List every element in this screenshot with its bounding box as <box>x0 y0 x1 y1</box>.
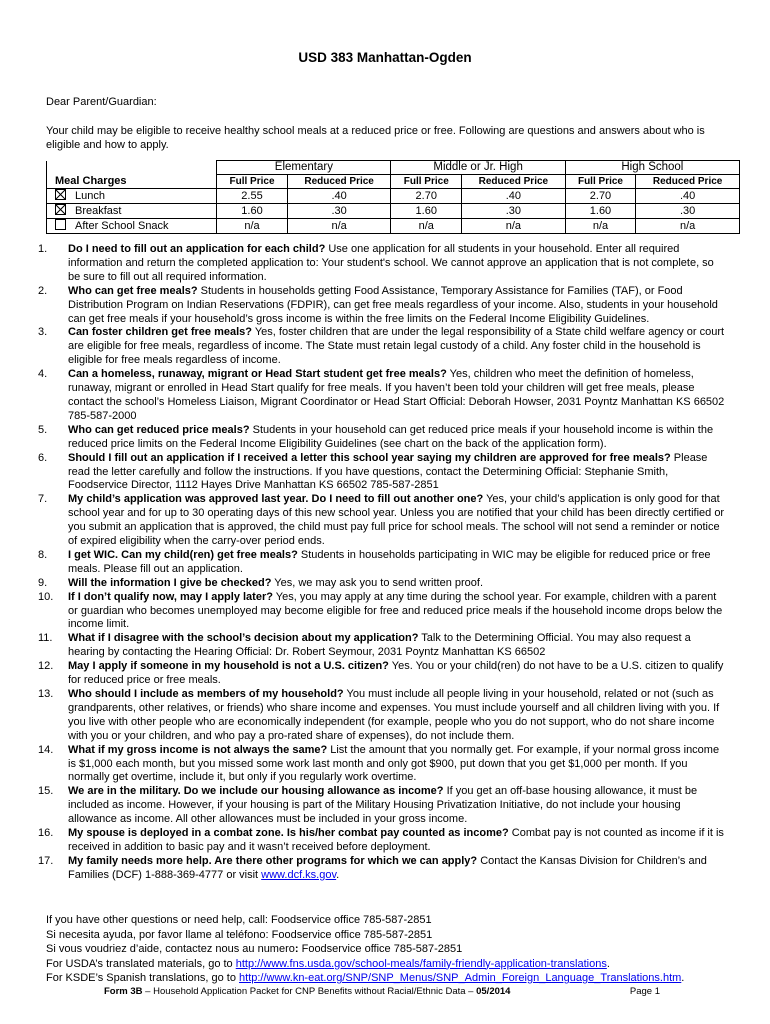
meal-charges-label: Meal Charges <box>47 175 217 189</box>
contact-french-text: Si vous voudriez d’aide, contactez nous au numero <box>46 943 295 955</box>
faq-number: 5. <box>38 423 48 436</box>
col-header: Reduced Price <box>462 175 566 189</box>
table-cell: .40 <box>287 189 391 204</box>
faq-question: We are in the military. Do we include our housing allowance as income? <box>68 785 444 798</box>
faq-number: 13. <box>38 688 54 700</box>
form-footer <box>104 986 660 997</box>
faq-number: 9. <box>38 576 48 589</box>
faq-item <box>38 591 728 633</box>
faq-question: I get WIC. Can my child(ren) get free meals? <box>68 548 298 561</box>
table-cell: n/a <box>636 219 740 234</box>
faq-item <box>38 493 728 549</box>
faq-answer: Talk to the Determining Official. You may also request a hearing by contacting the Hearing Official: Dr. Robert Seymour, 2031 Poyntz Manhattan KS 66502 <box>68 632 691 659</box>
faq-item <box>38 744 728 786</box>
usda-translations-link[interactable]: http://www.fns.usda.gov/school-meals/family-friendly-application-translations <box>235 957 607 970</box>
contact-french-phone: Foodservice office 785-587-2851 <box>298 943 463 955</box>
form-description: – Household Application Packet for CNP Benefits without Racial/Ethnic Data – <box>142 986 477 997</box>
faq-answer: If you get an off-base housing allowance, it must be included as income. However, if your housing is part of the Military Housing Privatization Initiative, do not include your housing allowance as income. All other allowances must be included in your gross income. <box>68 785 698 826</box>
faq-question: My family needs more help. Are there other programs for which we can apply? <box>68 854 478 867</box>
faq-question: If I don’t qualify now, may I apply later? <box>68 590 273 603</box>
table-cell: 2.55 <box>217 189 288 204</box>
faq-number: 15. <box>38 785 54 798</box>
faq-list <box>38 243 728 883</box>
col-header: Reduced Price <box>636 175 740 189</box>
row-label-cell <box>47 189 217 204</box>
table-cell: n/a <box>217 219 288 234</box>
faq-item <box>38 827 728 855</box>
faq-answer: Students in households getting Food Assistance, Temporary Assistance for Families (TAF), or Food Distribution Program on Indian Reservations (FDPIR), can get free meals regardless of your income. Also, students in your household can get free meals if your household’s gross income is within the free limits on the Federal Income Eligibility Guidelines. <box>68 284 718 325</box>
faq-answer: Students in households participating in WIC may be eligible for reduced price or free meals. Please fill out an application. <box>68 548 711 575</box>
col-header: Reduced Price <box>287 175 391 189</box>
faq-number: 12. <box>38 660 54 673</box>
col-header: Full Price <box>391 175 462 189</box>
faq-item <box>38 326 728 368</box>
faq-item <box>38 285 728 327</box>
faq-item <box>38 243 728 285</box>
faq-item <box>38 855 728 883</box>
faq-question: What if I disagree with the school’s decision about my application? <box>68 632 419 645</box>
intro-paragraph: Your child may be eligible to receive healthy school meals at a reduced price or free. Following are questions and answers about who is eligible and how to apply. <box>46 125 705 151</box>
faq-question: Who should I include as members of my household? <box>68 688 344 700</box>
faq-question: Who can get reduced price meals? <box>68 423 250 436</box>
faq-answer: Yes, foster children that are under the legal responsibility of a State child welfare agency or court are eligible for free meals, regardless of income. The State must retain legal custody of a child. Any foster child in the household is eligible for free meals regardless of income. <box>68 326 725 367</box>
lunch-checkbox[interactable] <box>55 189 66 200</box>
breakfast-checkbox[interactable] <box>55 204 66 215</box>
col-header: Full Price <box>565 175 636 189</box>
faq-question: Who can get free meals? <box>68 284 198 297</box>
faq-number: 6. <box>38 451 48 464</box>
table-cell: .30 <box>287 204 391 219</box>
table-cell: 1.60 <box>565 204 636 219</box>
faq-answer: Combat pay is not counted as income if it is received in addition to basic pay and it wasn’t received before deployment. <box>68 827 724 853</box>
row-label: After School Snack <box>75 220 169 232</box>
faq-answer: You must include all people living in your household, related or not (such as grandparents, other relatives, or friends) who share income and expenses. You must include yourself and all children living with you. If you live with other people who are economically independent (for example, people who you do not support, who do not share income with you or your children, and who pay a pro-rated share of expenses), do not include them. <box>68 688 720 742</box>
page-title: USD 383 Manhattan-Ogden <box>298 50 472 65</box>
table-cell: 2.70 <box>391 189 462 204</box>
faq-item <box>38 660 728 688</box>
usda-label: For USDA’s translated materials, go to <box>46 957 236 970</box>
faq-number: 4. <box>38 368 48 381</box>
faq-item <box>38 688 728 744</box>
faq-question: Will the information I give be checked? <box>68 576 272 589</box>
faq-question: Can a homeless, runaway, migrant or Head Start student get free meals? <box>68 368 447 381</box>
contact-french-colon: : <box>294 943 299 955</box>
faq-number: 1. <box>38 243 48 255</box>
after-school-snack-checkbox[interactable] <box>55 219 66 230</box>
usda-translations <box>46 957 746 972</box>
faq-question: My spouse is deployed in a combat zone. Is his/her combat pay counted as income? <box>68 827 509 840</box>
table-row <box>47 219 740 234</box>
page-number: Page 1 <box>629 986 660 997</box>
ksde-translations-link[interactable]: http://www.kn-eat.org/SNP/SNP_Menus/SNP_Admin_Foreign_Language_Translations.htm <box>239 972 682 984</box>
table-corner <box>47 161 217 175</box>
table-cell: 1.60 <box>217 204 288 219</box>
faq-answer: Please read the letter carefully and follow the instructions. If you have questions, contact the Determining Official: Stephanie Smith, Foodservice Director, 1112 Hayes Drive Manhattan KS 66502 785-587-2851 <box>68 451 708 492</box>
faq-answer: Yes. You or your child(ren) do not have to be a U.S. citizen to qualify for reduced price or free meals. <box>68 660 724 687</box>
faq-number: 16. <box>38 827 54 840</box>
faq-number: 17. <box>38 854 54 867</box>
table-cell: 2.70 <box>565 189 636 204</box>
contact-english: If you have other questions or need help, call: Foodservice office 785-587-2851 <box>46 914 432 926</box>
faq-question: May I apply if someone in my household is not a U.S. citizen? <box>68 660 389 673</box>
faq-item <box>38 785 728 827</box>
faq-item <box>38 577 728 591</box>
faq-question: Can foster children get free meals? <box>68 326 252 339</box>
group-header-middle: Middle or Jr. High <box>391 161 565 175</box>
faq-number: 7. <box>38 493 48 506</box>
faq-item <box>38 549 728 577</box>
form-id: Form 3B <box>104 986 143 997</box>
table-row <box>47 204 740 219</box>
col-header: Full Price <box>217 175 288 189</box>
table-cell: n/a <box>565 219 636 234</box>
faq-number: 11. <box>38 632 53 645</box>
faq-answer: Contact the Kansas Division for Children’s and Families (DCF) 1-888-369-4777 or visit <box>68 854 707 881</box>
ksde-end: . <box>681 972 685 984</box>
contact-spanish: Si necesita ayuda, por favor llame al teléfono: Foodservice office 785-587-2851 <box>46 928 433 941</box>
ksde-translations <box>46 971 746 986</box>
contact-info <box>46 913 746 986</box>
meal-charges-table <box>46 160 740 234</box>
faq-question: What if my gross income is not always the same? <box>68 743 328 756</box>
row-label-cell <box>47 204 217 219</box>
table-cell: n/a <box>391 219 462 234</box>
faq-answer: Yes, we may ask you to send written proof. <box>271 576 483 589</box>
faq-answer: Use one application for all students in your household. Enter all required information and return the completed application to: Your student's school. We cannot approve an application that is not complete, so be sure to fill out all required information. <box>68 243 714 283</box>
table-cell: .30 <box>636 204 740 219</box>
faq-answer-end: . <box>336 868 340 881</box>
form-date: 05/2014 <box>476 986 511 997</box>
table-row <box>47 189 740 204</box>
table-cell: n/a <box>287 219 391 234</box>
faq-question: Do I need to fill out an application for each child? <box>68 243 326 255</box>
group-header-elementary: Elementary <box>217 161 391 175</box>
table-cell: .30 <box>462 204 566 219</box>
faq-answer: List the amount that you normally get. For example, if your normal gross income is $1,000 each month, but you missed some work last month and only got $900, put down that you get $1,000 per month. If you normally get overtime, include it, but only if you regularly work overtime. <box>68 743 720 784</box>
faq-question: Should I fill out an application if I received a letter this school year saying my children are approved for free meals? <box>68 451 671 464</box>
row-label-cell <box>47 219 217 234</box>
table-cell: .40 <box>462 189 566 204</box>
ksde-label: For KSDE’s Spanish translations, go to <box>46 972 240 984</box>
contact-french <box>46 942 746 957</box>
faq-number: 3. <box>38 326 48 339</box>
row-label: Breakfast <box>75 205 122 217</box>
faq-item <box>38 632 728 660</box>
faq-answer: Yes, you may apply at any time during the school year. For example, children with a parent or guardian who becomes unemployed may become eligible for free and reduced price meals if the household income drops below the income limit. <box>68 590 723 631</box>
usda-end: . <box>606 957 610 970</box>
faq-item <box>38 452 728 494</box>
dcf-website-link[interactable]: www.dcf.ks.gov <box>261 868 337 881</box>
faq-number: 14. <box>38 743 54 756</box>
faq-number: 8. <box>38 548 48 561</box>
faq-answer: Yes, your child’s application is only good for that school year and for up to 30 operating days of this new school year. Unless you are notified that your child has been directly certified or you submit an application that is approved, the child must pay full price for school meals. The school will not send a reminder or notice of expired eligibility when the carry-over period ends. <box>68 493 725 548</box>
faq-answer: Yes, children who meet the definition of homeless, runaway, migrant or enrolled in Head Start qualify for free meals. If you haven’t been told your children will get free meals, please contact the school’s Homeless Liaison, Migrant Coordinator or Head Start Official: Deborah Howser, 2031 Poyntz Manhattan KS 66502 785-587-2000 <box>68 368 725 422</box>
faq-item <box>38 424 728 452</box>
table-cell: .40 <box>636 189 740 204</box>
greeting: Dear Parent/Guardian: <box>46 96 157 108</box>
faq-item <box>38 368 728 424</box>
table-cell: n/a <box>462 219 566 234</box>
faq-number: 10. <box>38 590 54 603</box>
faq-question: My child’s application was approved last year. Do I need to fill out another one? <box>68 493 484 506</box>
table-cell: 1.60 <box>391 204 462 219</box>
faq-answer: Students in your household can get reduced price meals if your household income is within the reduced price limits on the Federal Income Eligibility Guidelines (see chart on the back of the application form). <box>68 423 714 450</box>
faq-number: 2. <box>38 284 48 297</box>
row-label: Lunch <box>75 190 105 202</box>
group-header-high: High School <box>565 161 739 175</box>
